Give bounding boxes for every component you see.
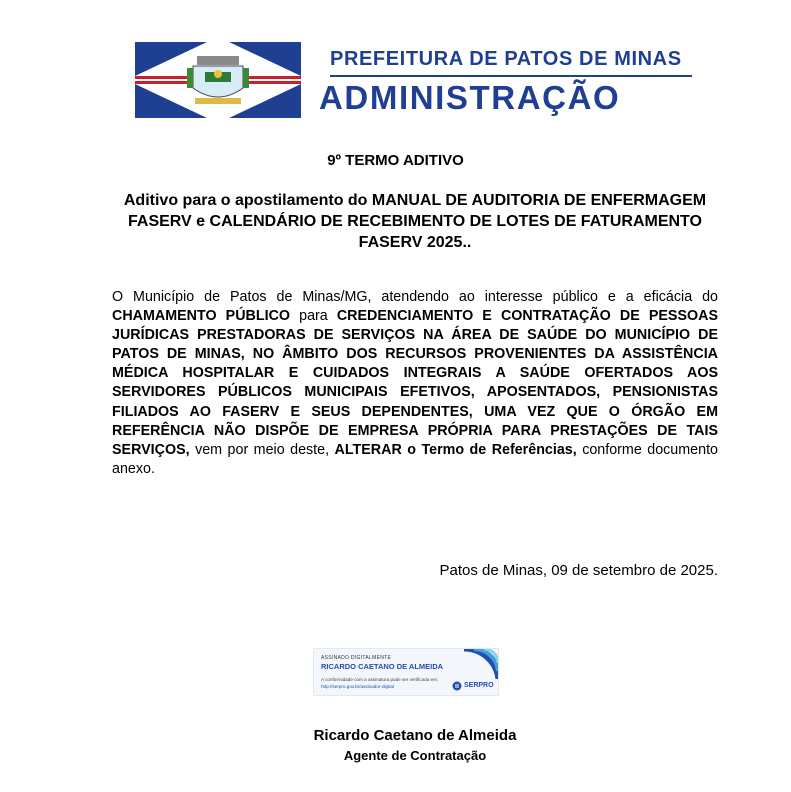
body-text-4: conforme documento anexo. <box>112 441 718 477</box>
body-bold-3: ALTERAR o Termo de Referências, <box>334 441 577 458</box>
patos-de-minas-flag-icon <box>135 42 301 118</box>
brand-divider <box>330 75 692 77</box>
serpro-arcs-icon <box>452 649 498 679</box>
digital-signature-stamp <box>313 648 499 696</box>
signer-role: Agente de Contratação <box>343 748 487 763</box>
body-text-2: para <box>290 308 337 325</box>
body-bold-1: CHAMAMENTO PÚBLICO <box>112 308 291 325</box>
department-name: ADMINISTRAÇÃO <box>319 79 621 116</box>
stamp-provider: SERPRO <box>464 682 494 689</box>
stamp-verify-url: http://serpro.gov.br/assinador-digital <box>321 684 394 689</box>
dateline: Patos de Minas, 09 de setembro de 2025. <box>439 562 718 579</box>
document-heading: 9º TERMO ADITIVO <box>327 152 464 169</box>
body-bold-2: CREDENCIAMENTO E CONTRATAÇÃO DE PESSOAS JURÍDICAS PRESTADORAS DE SERVIÇOS NA ÁREA DE SAÚDE DO MUNICÍPIO DE PATOS DE MINAS, NO ÂMBITO DOS RECURSOS PROVENIENTES DA ASSISTÊNCIA MÉDICA HOSPITALAR E CUIDADOS INTEGRAIS A SAÚDE OFERTADOS AOS SERVIDORES PÚBLICOS MUNICIPAIS EFETIVOS, APOSENTADOS, PENSIONISTAS FILIADOS AO FASERV E SEUS DEPENDENTES, UMA VEZ QUE O ÓRGÃO EM REFERÊNCIA NÃO DISPÕE DE EMPRESA PRÓPRIA PARA PRESTAÇÕES DE TAIS SERVIÇOS, <box>112 308 718 458</box>
stamp-verify-text: A conformidade com a assinatura pode ser verificada em: <box>321 677 439 682</box>
body-text-3: vem por meio deste, <box>189 441 335 458</box>
document-subtitle: Aditivo para o apostilamento do MANUAL DE AUDITORIA DE ENFERMAGEM FASERV e CALENDÁRIO DE RECEBIMENTO DE LOTES DE FATURAMENTO FASERV 2025.. <box>123 192 707 251</box>
document-body <box>112 288 718 479</box>
letterhead <box>135 42 700 120</box>
stamp-label: ASSINADO DIGITALMENTE <box>321 655 392 661</box>
signer-name: Ricardo Caetano de Almeida <box>313 727 517 744</box>
org-name: PREFEITURA DE PATOS DE MINAS <box>330 48 682 70</box>
stamp-signer-name: RICARDO CAETANO DE ALMEIDA <box>321 662 444 671</box>
body-text-1: O Município de Patos de Minas/MG, atendendo ao interesse público e a eficácia do <box>112 289 718 305</box>
serpro-logo-icon <box>452 681 462 691</box>
